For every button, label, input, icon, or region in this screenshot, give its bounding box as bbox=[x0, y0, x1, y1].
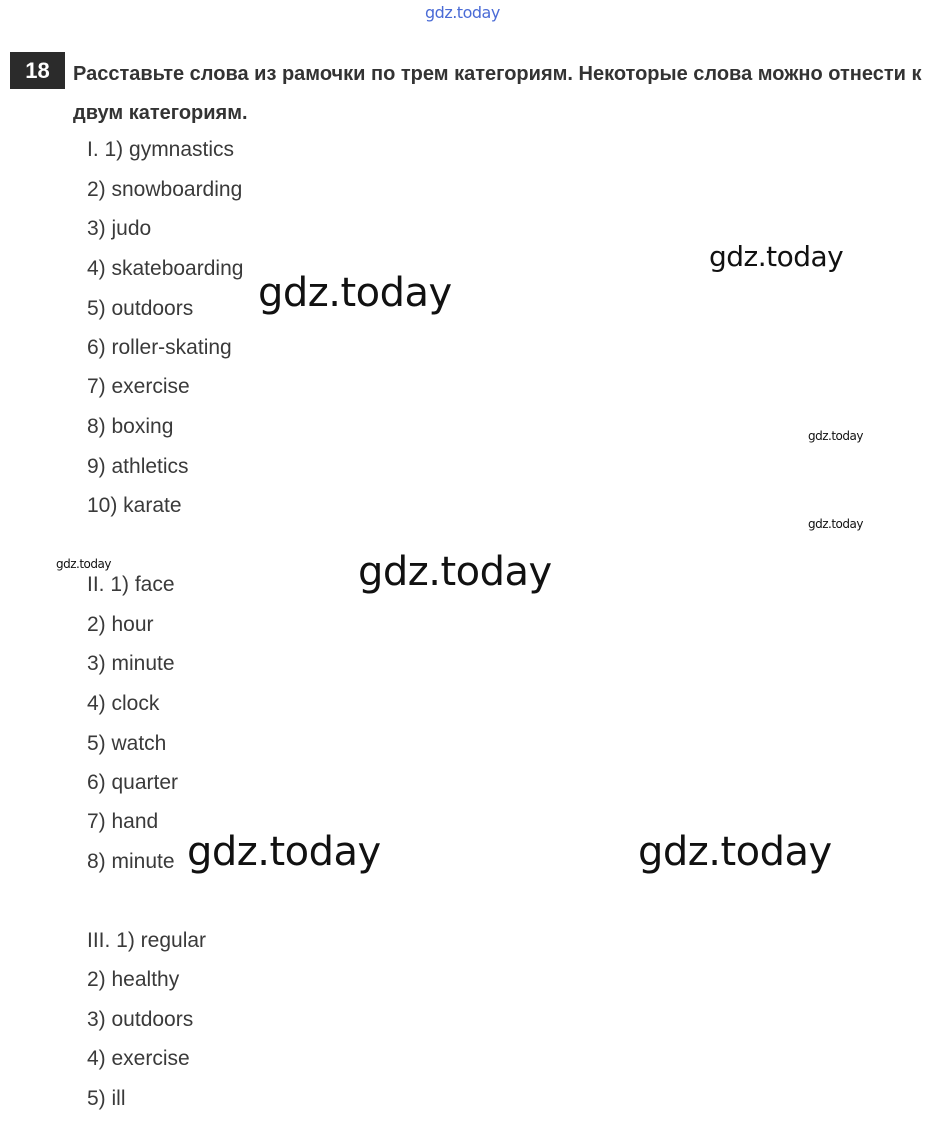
section1-item: 9) athletics bbox=[87, 455, 189, 478]
section2-item: 2) hour bbox=[87, 613, 154, 636]
section3-item: 2) healthy bbox=[87, 968, 180, 991]
watermark: gdz.today bbox=[638, 829, 832, 875]
section1-item: I. 1) gymnastics bbox=[87, 138, 235, 161]
watermark: gdz.today bbox=[258, 270, 452, 316]
section1-item: 4) skateboarding bbox=[87, 257, 244, 280]
task-instruction: Расставьте слова из рамочки по трем категориям. Некоторые слова можно отнести к двум категориям. bbox=[73, 63, 922, 124]
section3-item: 4) exercise bbox=[87, 1047, 190, 1070]
section3-item: 3) outdoors bbox=[87, 1008, 194, 1031]
section2-item: II. 1) face bbox=[87, 573, 175, 596]
section1-item: 5) outdoors bbox=[87, 297, 194, 320]
section2-item: 6) quarter bbox=[87, 771, 179, 794]
task-number-badge: 18 bbox=[10, 52, 65, 89]
section1-item: 8) boxing bbox=[87, 415, 174, 438]
watermark: gdz.today bbox=[808, 429, 863, 443]
watermark: gdz.today bbox=[56, 557, 111, 571]
watermark: gdz.today bbox=[709, 240, 844, 273]
watermark: gdz.today bbox=[358, 549, 552, 595]
watermark: gdz.today bbox=[808, 517, 863, 531]
section3-item: 5) ill bbox=[87, 1087, 126, 1110]
section1-item: 3) judo bbox=[87, 217, 152, 240]
section1-item: 2) snowboarding bbox=[87, 178, 243, 201]
section2-item: 4) clock bbox=[87, 692, 160, 715]
section2-item: 3) minute bbox=[87, 652, 175, 675]
section1-item: 6) roller-skating bbox=[87, 336, 232, 359]
header-watermark: gdz.today bbox=[425, 3, 500, 22]
section1-item: 7) exercise bbox=[87, 375, 190, 398]
watermark: gdz.today bbox=[187, 829, 381, 875]
section2-item: 5) watch bbox=[87, 732, 167, 755]
section2-item: 8) minute bbox=[87, 850, 175, 873]
section3-item: III. 1) regular bbox=[87, 929, 207, 952]
section2-item: 7) hand bbox=[87, 810, 159, 833]
section1-item: 10) karate bbox=[87, 494, 182, 517]
